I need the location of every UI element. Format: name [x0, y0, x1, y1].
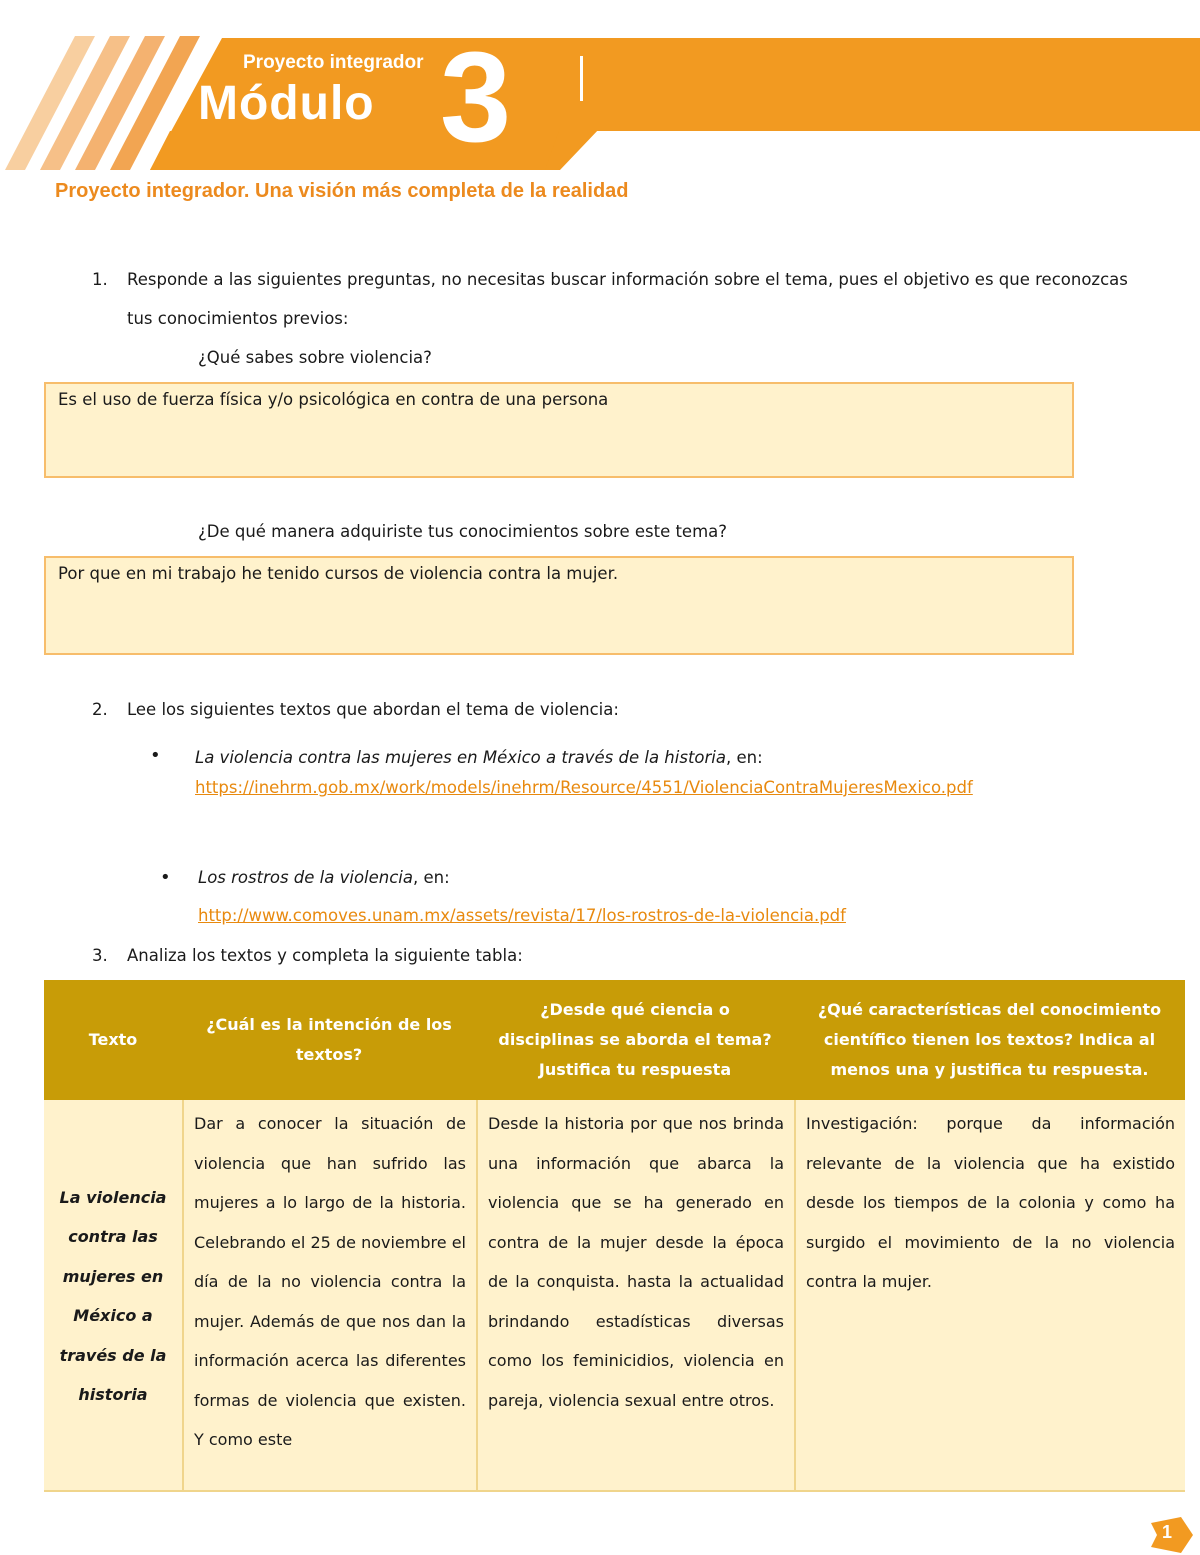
analysis-table: [44, 980, 1185, 1492]
table-divider: [476, 1100, 478, 1492]
question-1-text-line1: Responde a las siguientes preguntas, no necesitas buscar información sobre el tema, pues el objetivo es que reconozcas: [127, 270, 1128, 289]
answer-1a-text: Es el uso de fuerza física y/o psicológica en contra de una persona: [58, 390, 609, 409]
header-title: Módulo: [198, 77, 375, 130]
reading-1-title-line: [195, 748, 763, 768]
table-cell-caracteristicas[interactable]: [796, 1100, 1185, 1492]
document-title: Proyecto integrador. Una visión más completa de la realidad: [55, 180, 629, 202]
header-module-number: 3: [440, 26, 512, 169]
header-label: Proyecto integrador: [243, 52, 424, 73]
question-2-text: Lee los siguientes textos que abordan el tema de violencia:: [127, 700, 619, 719]
reading-1-url-line: [195, 778, 973, 798]
table-header-ciencia: ¿Desde qué ciencia o disciplinas se aborda el tema? Justifica tu respuesta: [498, 1000, 772, 1079]
bullet-icon: •: [160, 867, 171, 888]
question-2-number: 2.: [92, 700, 108, 719]
table-cell-ciencia-value: Desde la historia por que nos brinda una información que abarca la violencia que se ha generado en contra de la mujer desde la época de la conquista. hasta la actualidad brindando estadísticas diversas como los feminicidios, violencia en pareja, violencia sexual entre otros.: [488, 1114, 784, 1410]
table-cell-intencion-value: Dar a conocer la situación de violencia que han sufrido las mujeres a lo largo de la historia. Celebrando el 25 de noviembre el día de la no violencia contra la mujer. Además de que nos dan la información acerca las diferentes formas de violencia que existen. Y como este: [194, 1114, 466, 1449]
question-3-number: 3.: [92, 946, 108, 965]
header-banner: [0, 0, 1200, 175]
reading-2-title-line: [198, 868, 450, 888]
answer-box-1a[interactable]: [44, 382, 1074, 478]
reading-2-url-line: [198, 906, 846, 926]
banner-band-lower: [150, 128, 1200, 170]
table-header-caracteristicas: ¿Qué características del conocimiento científico tienen los textos? Indica al menos una y justifica tu respuesta.: [817, 1000, 1162, 1079]
answer-1b-text: Por que en mi trabajo he tenido cursos de violencia contra la mujer.: [58, 564, 619, 583]
question-1-number: 1.: [92, 270, 108, 289]
page-number: 1: [1162, 1522, 1173, 1542]
table-cell-ciencia[interactable]: [478, 1100, 794, 1492]
table-cell-texto-value: La violencia contra las mujeres en México a través de la historia: [59, 1187, 167, 1404]
table-header-texto: Texto: [88, 1030, 138, 1049]
table-cell-caracteristicas-value: Investigación: porque da información relevante de la violencia que ha existido desde los tiempos de la colonia y como ha surgido el movimiento de la no violencia contra la mujer.: [806, 1114, 1175, 1291]
reading-1-suffix: , en:: [725, 748, 763, 767]
question-1-text-line2: tus conocimientos previos:: [127, 309, 349, 328]
table-cell-intencion[interactable]: [184, 1100, 476, 1492]
table-divider: [794, 1100, 796, 1492]
reading-1-link[interactable]: https://inehrm.gob.mx/work/models/inehrm/Resource/4551/ViolenciaContraMujeresMexico.pdf: [195, 778, 973, 797]
table-divider: [182, 1100, 184, 1492]
reading-1-title: La violencia contra las mujeres en México a través de la historia: [195, 748, 726, 767]
table-bottom-border: [44, 1490, 1185, 1492]
question-1b: ¿De qué manera adquiriste tus conocimientos sobre este tema?: [198, 522, 728, 541]
reading-2-link[interactable]: http://www.comoves.unam.mx/assets/revista/17/los-rostros-de-la-violencia.pdf: [198, 906, 846, 925]
table-cell-texto[interactable]: [44, 1100, 182, 1492]
answer-box-1b[interactable]: [44, 556, 1074, 655]
question-1a: ¿Qué sabes sobre violencia?: [198, 348, 432, 367]
header-divider: [580, 56, 583, 101]
table-header-intencion: ¿Cuál es la intención de los textos?: [206, 1015, 452, 1064]
reading-2-suffix: , en:: [413, 868, 450, 887]
bullet-icon: •: [150, 745, 161, 766]
question-3-text: Analiza los textos y completa la siguiente tabla:: [127, 946, 523, 965]
reading-2-title: Los rostros de la violencia: [198, 868, 414, 887]
